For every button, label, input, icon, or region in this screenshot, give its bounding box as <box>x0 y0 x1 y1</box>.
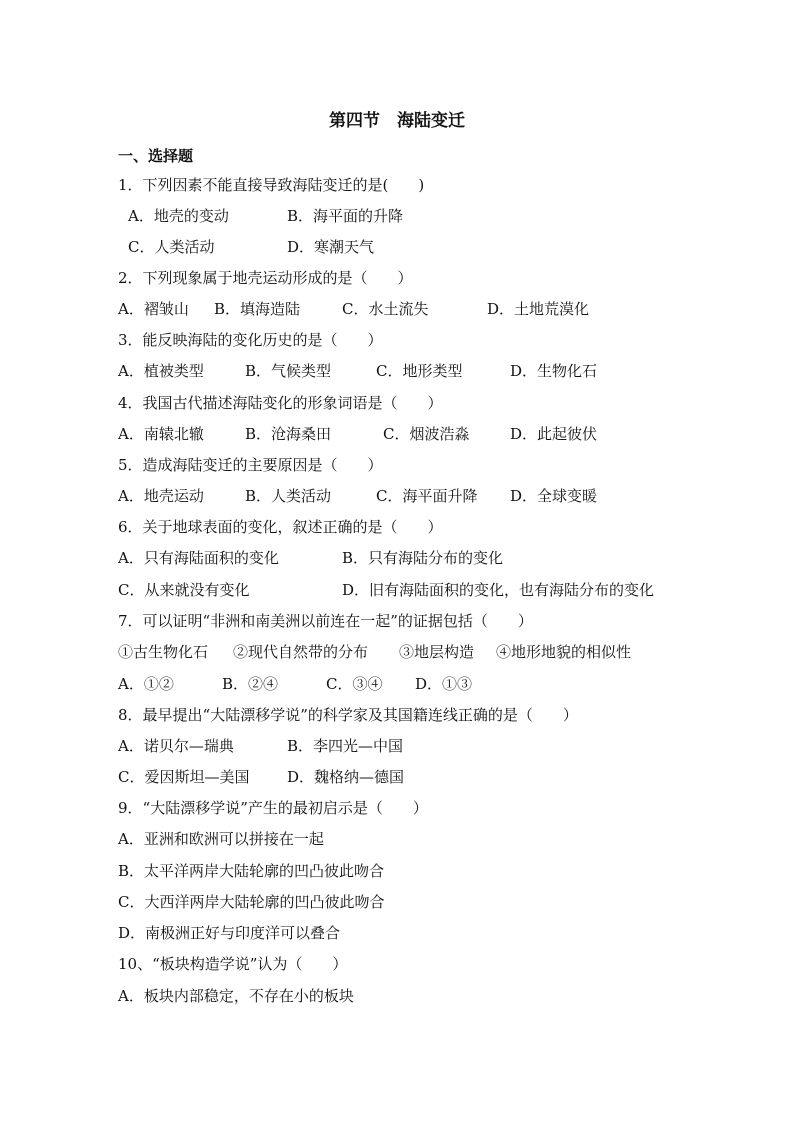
option: D．寒潮天气 <box>287 238 375 256</box>
page-title: 第四节 海陆变迁 <box>329 111 465 131</box>
evidence-item: ③地层构造 <box>399 643 475 661</box>
option: C．人类活动 <box>128 238 215 256</box>
option: B．填海造陆 <box>214 300 301 318</box>
option: A．亚洲和欧洲可以拼接在一起 <box>118 830 324 848</box>
option: B．海平面的升降 <box>287 207 404 225</box>
option: D．全球变暖 <box>510 487 598 505</box>
option: A．植被类型 <box>118 362 204 380</box>
option: A．诺贝尔—瑞典 <box>118 737 234 755</box>
option: B．人类活动 <box>245 487 332 505</box>
option: B．只有海陆分布的变化 <box>342 549 504 567</box>
option: C．大西洋两岸大陆轮廓的凹凸彼此吻合 <box>118 893 385 911</box>
question-stem: 10、“板块构造学说”认为（ ） <box>118 955 348 973</box>
option: D．生物化石 <box>510 362 598 380</box>
option: D．旧有海陆面积的变化，也有海陆分布的变化 <box>342 581 655 599</box>
question-stem: 6．关于地球表面的变化，叙述正确的是（ ） <box>118 518 443 536</box>
option: A．褶皱山 <box>118 300 189 318</box>
question-stem: 4．我国古代描述海陆变化的形象词语是（ ） <box>118 394 443 412</box>
option: A．南辕北辙 <box>118 425 204 443</box>
question-stem: 5．造成海陆变迁的主要原因是（ ） <box>118 456 383 474</box>
option: C．水土流失 <box>342 300 429 318</box>
option: D．魏格纳—德国 <box>287 768 405 786</box>
evidence-item: ②现代自然带的分布 <box>233 643 369 661</box>
option: C．从来就没有变化 <box>118 581 250 599</box>
option: C．烟波浩淼 <box>383 425 470 443</box>
option: B．沧海桑田 <box>245 425 332 443</box>
option: D．土地荒漠化 <box>487 300 590 318</box>
option: D．①③ <box>415 675 473 693</box>
option: D．南极洲正好与印度洋可以叠合 <box>118 924 341 942</box>
option: A．只有海陆面积的变化 <box>118 549 279 567</box>
option: A．板块内部稳定，不存在小的板块 <box>118 987 354 1005</box>
evidence-item: ④地形地貌的相似性 <box>496 643 632 661</box>
option: C．③④ <box>326 675 383 693</box>
question-stem: 2．下列现象属于地壳运动形成的是（ ） <box>118 269 413 287</box>
option: B．李四光—中国 <box>287 737 404 755</box>
evidence-item: ①古生物化石 <box>118 643 209 661</box>
option: A．①② <box>118 675 174 693</box>
option: A．地壳运动 <box>118 487 204 505</box>
question-stem: 8．最早提出“大陆漂移学说”的科学家及其国籍连线正确的是（ ） <box>118 706 578 724</box>
option: B．太平洋两岸大陆轮廓的凹凸彼此吻合 <box>118 862 385 880</box>
option: C．海平面升降 <box>376 487 478 505</box>
option: B．气候类型 <box>245 362 332 380</box>
option: A．地壳的变动 <box>128 207 229 225</box>
option: C．地形类型 <box>376 362 463 380</box>
section-heading: 一、选择题 <box>118 147 194 165</box>
option: D．此起彼伏 <box>510 425 598 443</box>
question-stem: 7．可以证明“非洲和南美洲以前连在一起”的证据包括（ ） <box>118 612 533 630</box>
question-stem: 9．“大陆漂移学说”产生的最初启示是（ ） <box>118 799 428 817</box>
option: C．爱因斯坦—美国 <box>118 768 250 786</box>
question-stem: 3．能反映海陆的变化历史的是（ ） <box>118 331 383 349</box>
question-stem: 1．下列因素不能直接导致海陆变迁的是( ) <box>118 176 425 194</box>
option: B．②④ <box>222 675 279 693</box>
